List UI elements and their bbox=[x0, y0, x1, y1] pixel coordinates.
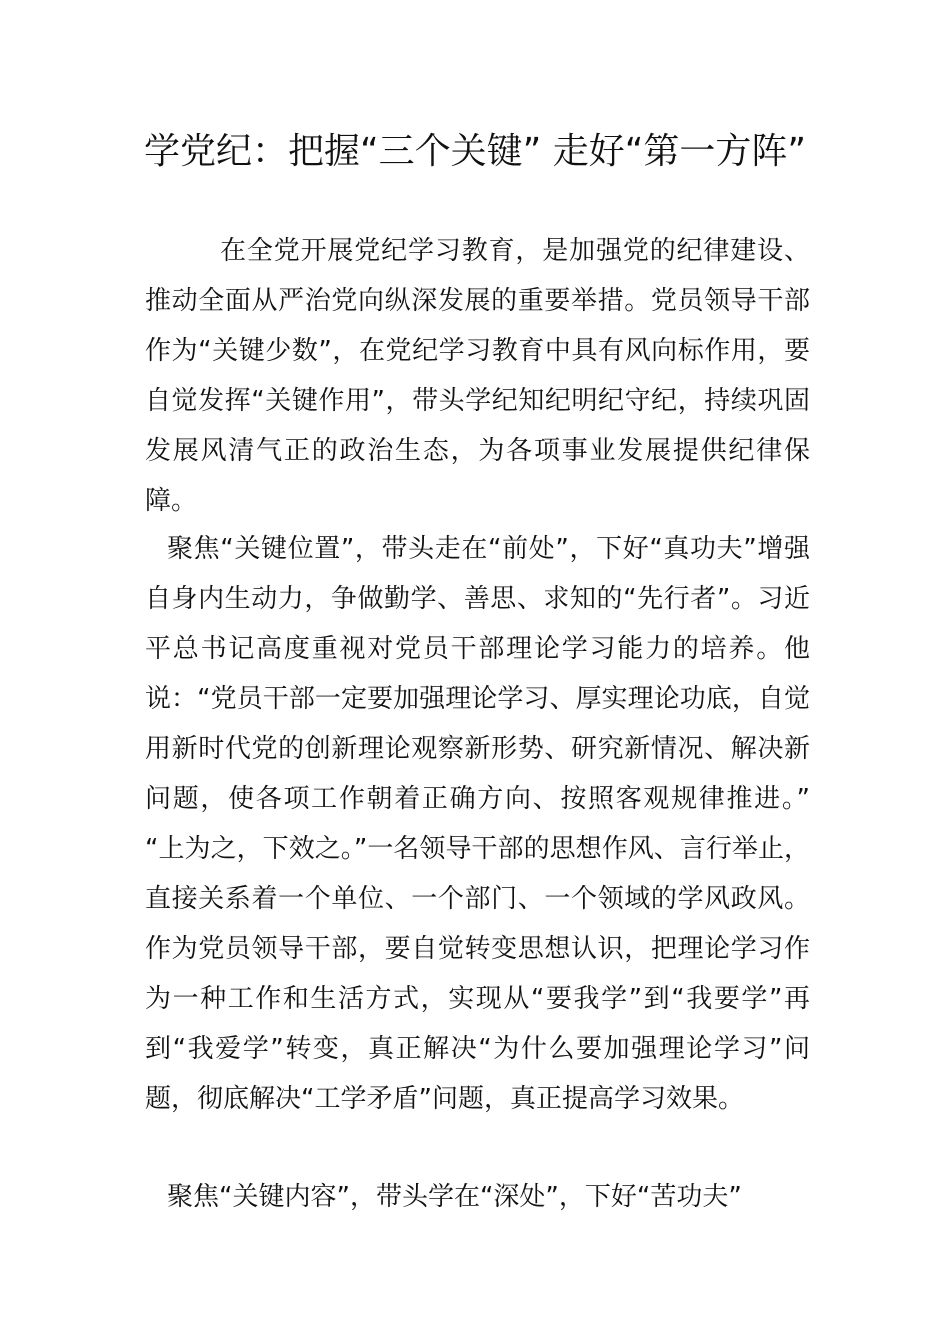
document-title: 学党纪：把握“三个关键” 走好“第一方阵” bbox=[143, 131, 807, 172]
paragraph-intro: 在全党开展党纪学习教育，是加强党的纪律建设、推动全面从严治党向纵深发展的重要举措。党员领导干部作为“关键少数”，在党纪学习教育中具有风向标作用，要自觉发挥“关键作用”，带头学纪知纪明纪守纪，持续巩固发展风清气正的政治生态，为各项事业发展提供纪律保障。 bbox=[145, 236, 810, 516]
paragraph-key-content: 聚焦“关键内容”，带头学在“深处”，下好“苦功夫” bbox=[167, 1182, 742, 1212]
paragraph-key-position: 聚焦“关键位置”，带头走在“前处”，下好“真功夫”增强自身内生动力，争做勤学、善思、求知的“先行者”。习近平总书记高度重视对党员干部理论学习能力的培养。他说：“党员干部一定要加强理论学习、厚实理论功底，自觉用新时代党的创新理论观察新形势、研究新情况、解决新问题，使各项工作朝着正确方向、按照客观规律推进。” “上为之，下效之。”一名领导干部的思想作风、言行举止，直接关系着一个单位、一个部门、一个领域的学风政风。作为党员领导干部，要自觉转变思想认识，把理论学习作为一种工作和生活方式，实现从“要我学”到“我要学”再到“我爱学”转变，真正解决“为什么要加强理论学习”问题，彻底解决“工学矛盾”问题，真正提高学习效果。 bbox=[145, 534, 810, 1114]
